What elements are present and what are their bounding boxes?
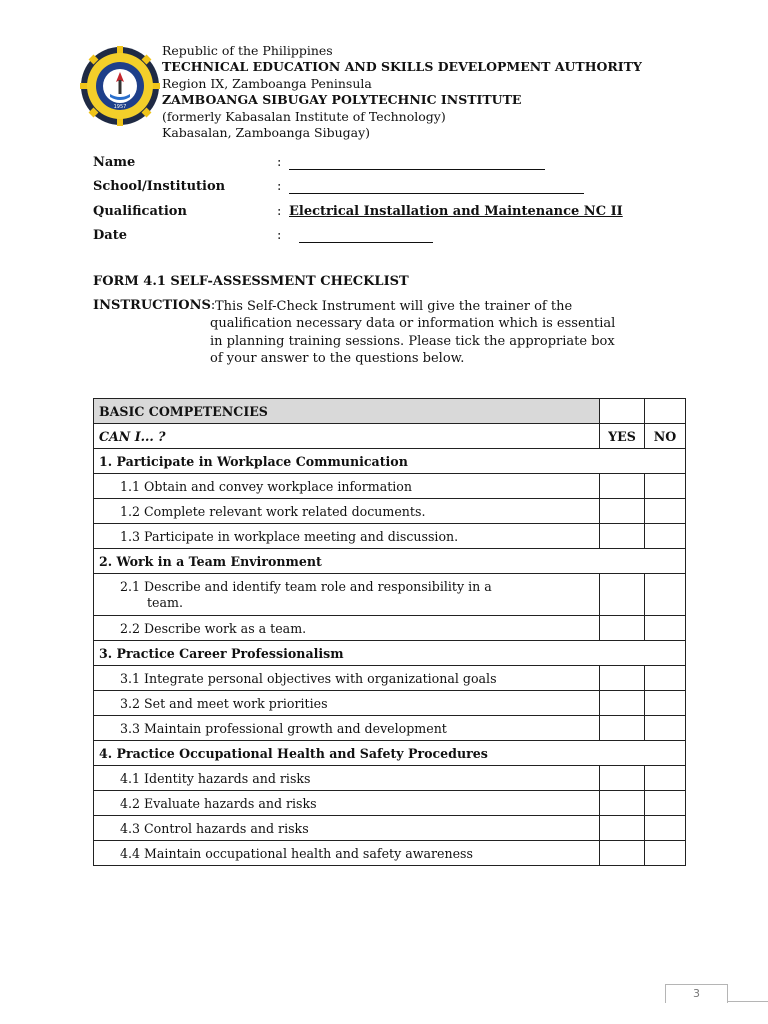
yes-checkbox[interactable] — [600, 691, 645, 716]
no-checkbox[interactable] — [645, 574, 686, 616]
section-row — [94, 641, 686, 666]
no-checkbox[interactable] — [645, 499, 686, 524]
item-text: 2.2 Describe work as a team. — [94, 616, 600, 641]
table-row — [94, 716, 686, 741]
date-colon: : — [277, 227, 282, 243]
no-checkbox[interactable] — [645, 691, 686, 716]
qualification-colon: : — [277, 203, 282, 219]
formerly-line: (formerly Kabasalan Institute of Technology) — [162, 108, 446, 124]
section-title: 3. Practice Career Professionalism — [94, 641, 686, 666]
item-text: 4.3 Control hazards and risks — [94, 816, 600, 841]
instructions-text — [210, 298, 698, 368]
no-checkbox[interactable] — [645, 816, 686, 841]
item-text: 3.2 Set and meet work priorities — [94, 691, 600, 716]
qualification-value: Electrical Installation and Maintenance NC II — [289, 203, 623, 219]
no-checkbox[interactable] — [645, 791, 686, 816]
form-title: FORM 4.1 SELF-ASSESSMENT CHECKLIST — [93, 274, 409, 289]
school-blank-field[interactable] — [289, 179, 584, 194]
instructions-line: in planning training sessions. Please tick the appropriate box — [210, 333, 615, 349]
school-colon: : — [277, 179, 282, 195]
table-header-row — [94, 399, 686, 424]
location-line: Kabasalan, Zamboanga Sibugay) — [162, 125, 371, 141]
section-row — [94, 549, 686, 574]
tesda-line: TECHNICAL EDUCATION AND SKILLS DEVELOPMENT AUTHORITY — [162, 59, 642, 75]
name-blank-field[interactable] — [289, 155, 545, 170]
item-text: 1.1 Obtain and convey workplace information — [94, 474, 600, 499]
yes-column-header: YES — [600, 424, 645, 449]
name-label: Name — [93, 155, 136, 170]
instructions-label: INSTRUCTIONS: — [93, 298, 216, 313]
section-title: 1. Participate in Workplace Communication — [94, 449, 686, 474]
no-checkbox[interactable] — [645, 616, 686, 641]
yes-checkbox[interactable] — [600, 791, 645, 816]
no-checkbox[interactable] — [645, 766, 686, 791]
school-label: School/Institution — [93, 179, 226, 195]
table-row — [94, 766, 686, 791]
section-row — [94, 741, 686, 766]
self-assessment-table — [93, 398, 686, 866]
section-title: 4. Practice Occupational Health and Safety Procedures — [94, 741, 686, 766]
item-text: 1.2 Complete relevant work related documents. — [94, 499, 600, 524]
item-text: 3.1 Integrate personal objectives with organizational goals — [94, 666, 600, 691]
page-number-rule — [727, 1001, 768, 1002]
instructions-line: qualification necessary data or information which is essential — [210, 316, 616, 332]
yes-checkbox[interactable] — [600, 766, 645, 791]
yes-checkbox[interactable] — [600, 666, 645, 691]
item-text: 4.1 Identity hazards and risks — [94, 766, 600, 791]
date-blank-field[interactable] — [299, 228, 433, 243]
table-row — [94, 574, 686, 616]
page-number: 3 — [665, 984, 728, 1003]
item-text: 4.2 Evaluate hazards and risks — [94, 791, 600, 816]
institute-line: ZAMBOANGA SIBUGAY POLYTECHNIC INSTITUTE — [162, 92, 522, 108]
section-title: 2. Work in a Team Environment — [94, 549, 686, 574]
yes-checkbox[interactable] — [600, 616, 645, 641]
yes-checkbox[interactable] — [600, 524, 645, 549]
can-i-row — [94, 424, 686, 449]
can-i-label: CAN I... ? — [94, 424, 600, 449]
table-row — [94, 816, 686, 841]
no-checkbox[interactable] — [645, 524, 686, 549]
no-checkbox[interactable] — [645, 666, 686, 691]
table-row — [94, 791, 686, 816]
instructions-line: This Self-Check Instrument will give the trainer of the — [215, 299, 573, 314]
no-checkbox[interactable] — [645, 841, 686, 866]
table-row — [94, 499, 686, 524]
item-text: 4.4 Maintain occupational health and safety awareness — [94, 841, 600, 866]
no-checkbox[interactable] — [645, 716, 686, 741]
yes-checkbox[interactable] — [600, 474, 645, 499]
yes-checkbox[interactable] — [600, 499, 645, 524]
item-text: 1.3 Participate in workplace meeting and discussion. — [94, 524, 600, 549]
section-row — [94, 449, 686, 474]
table-row — [94, 841, 686, 866]
table-row — [94, 474, 686, 499]
table-row — [94, 524, 686, 549]
yes-checkbox[interactable] — [600, 841, 645, 866]
item-text-line: team. — [147, 594, 183, 610]
yes-checkbox[interactable] — [600, 816, 645, 841]
republic-line: Republic of the Philippines — [162, 43, 333, 58]
item-text-line: 2.1 Describe and identify team role and responsibility in a — [120, 578, 492, 594]
institute-seal-logo — [80, 46, 160, 126]
item-text — [94, 574, 600, 616]
date-label: Date — [93, 227, 127, 243]
instructions-line: of your answer to the questions below. — [210, 351, 465, 367]
qualification-label: Qualification — [93, 203, 187, 219]
letterhead — [162, 43, 642, 141]
table-row — [94, 666, 686, 691]
table-row — [94, 616, 686, 641]
name-colon: : — [277, 155, 282, 170]
logo-year: 1957 — [113, 104, 127, 110]
item-text: 3.3 Maintain professional growth and development — [94, 716, 600, 741]
yes-checkbox[interactable] — [600, 716, 645, 741]
table-row — [94, 691, 686, 716]
no-checkbox[interactable] — [645, 474, 686, 499]
no-column-header: NO — [645, 424, 686, 449]
region-line: Region IX, Zamboanga Peninsula — [162, 75, 372, 91]
basic-competencies-header: BASIC COMPETENCIES — [94, 399, 600, 424]
yes-checkbox[interactable] — [600, 574, 645, 616]
